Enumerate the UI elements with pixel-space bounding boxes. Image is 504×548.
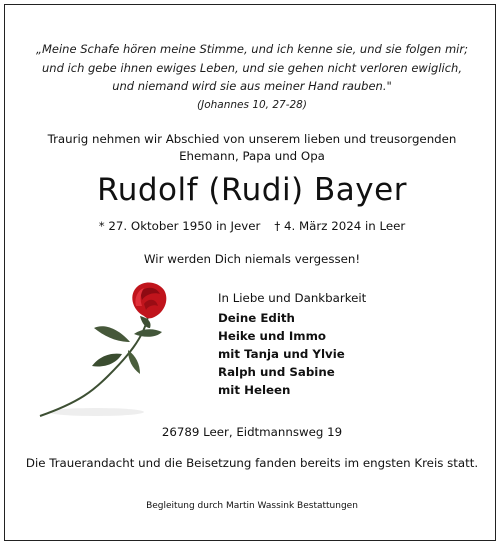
quote-line-2: und ich gebe ihnen ewiges Leben, und sie gehen nicht verloren ewiglich, bbox=[42, 60, 462, 75]
intro-line-2: Ehemann, Papa und Opa bbox=[179, 149, 325, 163]
intro-text bbox=[0, 131, 504, 165]
deceased-name: Rudolf (Rudi) Bayer bbox=[97, 172, 407, 208]
family-name-5: mit Heleen bbox=[218, 383, 291, 397]
family-names bbox=[218, 309, 366, 399]
quote-line-1: „Meine Schafe hören meine Stimme, und ich kenne sie, und sie folgen mir; bbox=[36, 42, 468, 56]
family-name-3: mit Tanja und Ylvie bbox=[218, 347, 345, 361]
intro-line-1: Traurig nehmen wir Abschied von unserem lieben und treusorgenden bbox=[47, 132, 457, 146]
quote-line-3: und niemand wird sie aus meiner Hand rauben." bbox=[112, 79, 392, 93]
family-block bbox=[218, 289, 366, 399]
family-name-1: Deine Edith bbox=[218, 311, 295, 325]
rose-image bbox=[36, 276, 186, 426]
funeral-home-credit: Begleitung durch Martin Wassink Bestattungen bbox=[146, 501, 358, 511]
family-heading: In Liebe und Dankbarkeit bbox=[218, 291, 367, 305]
service-notice: Die Trauerandacht und die Beisetzung fanden bereits im engsten Kreis statt. bbox=[25, 456, 479, 470]
life-dates bbox=[0, 219, 504, 233]
motto: Wir werden Dich niemals vergessen! bbox=[143, 252, 361, 266]
address: 26789 Leer, Eidtmannsweg 19 bbox=[161, 425, 343, 439]
quote-reference: (Johannes 10, 27-28) bbox=[197, 98, 307, 111]
family-name-2: Heike und Immo bbox=[218, 329, 326, 343]
birth-date: * 27. Oktober 1950 in Jever bbox=[98, 219, 261, 233]
family-name-4: Ralph und Sabine bbox=[218, 365, 335, 379]
bible-quote bbox=[0, 40, 504, 114]
death-date: † 4. März 2024 in Leer bbox=[274, 219, 406, 233]
